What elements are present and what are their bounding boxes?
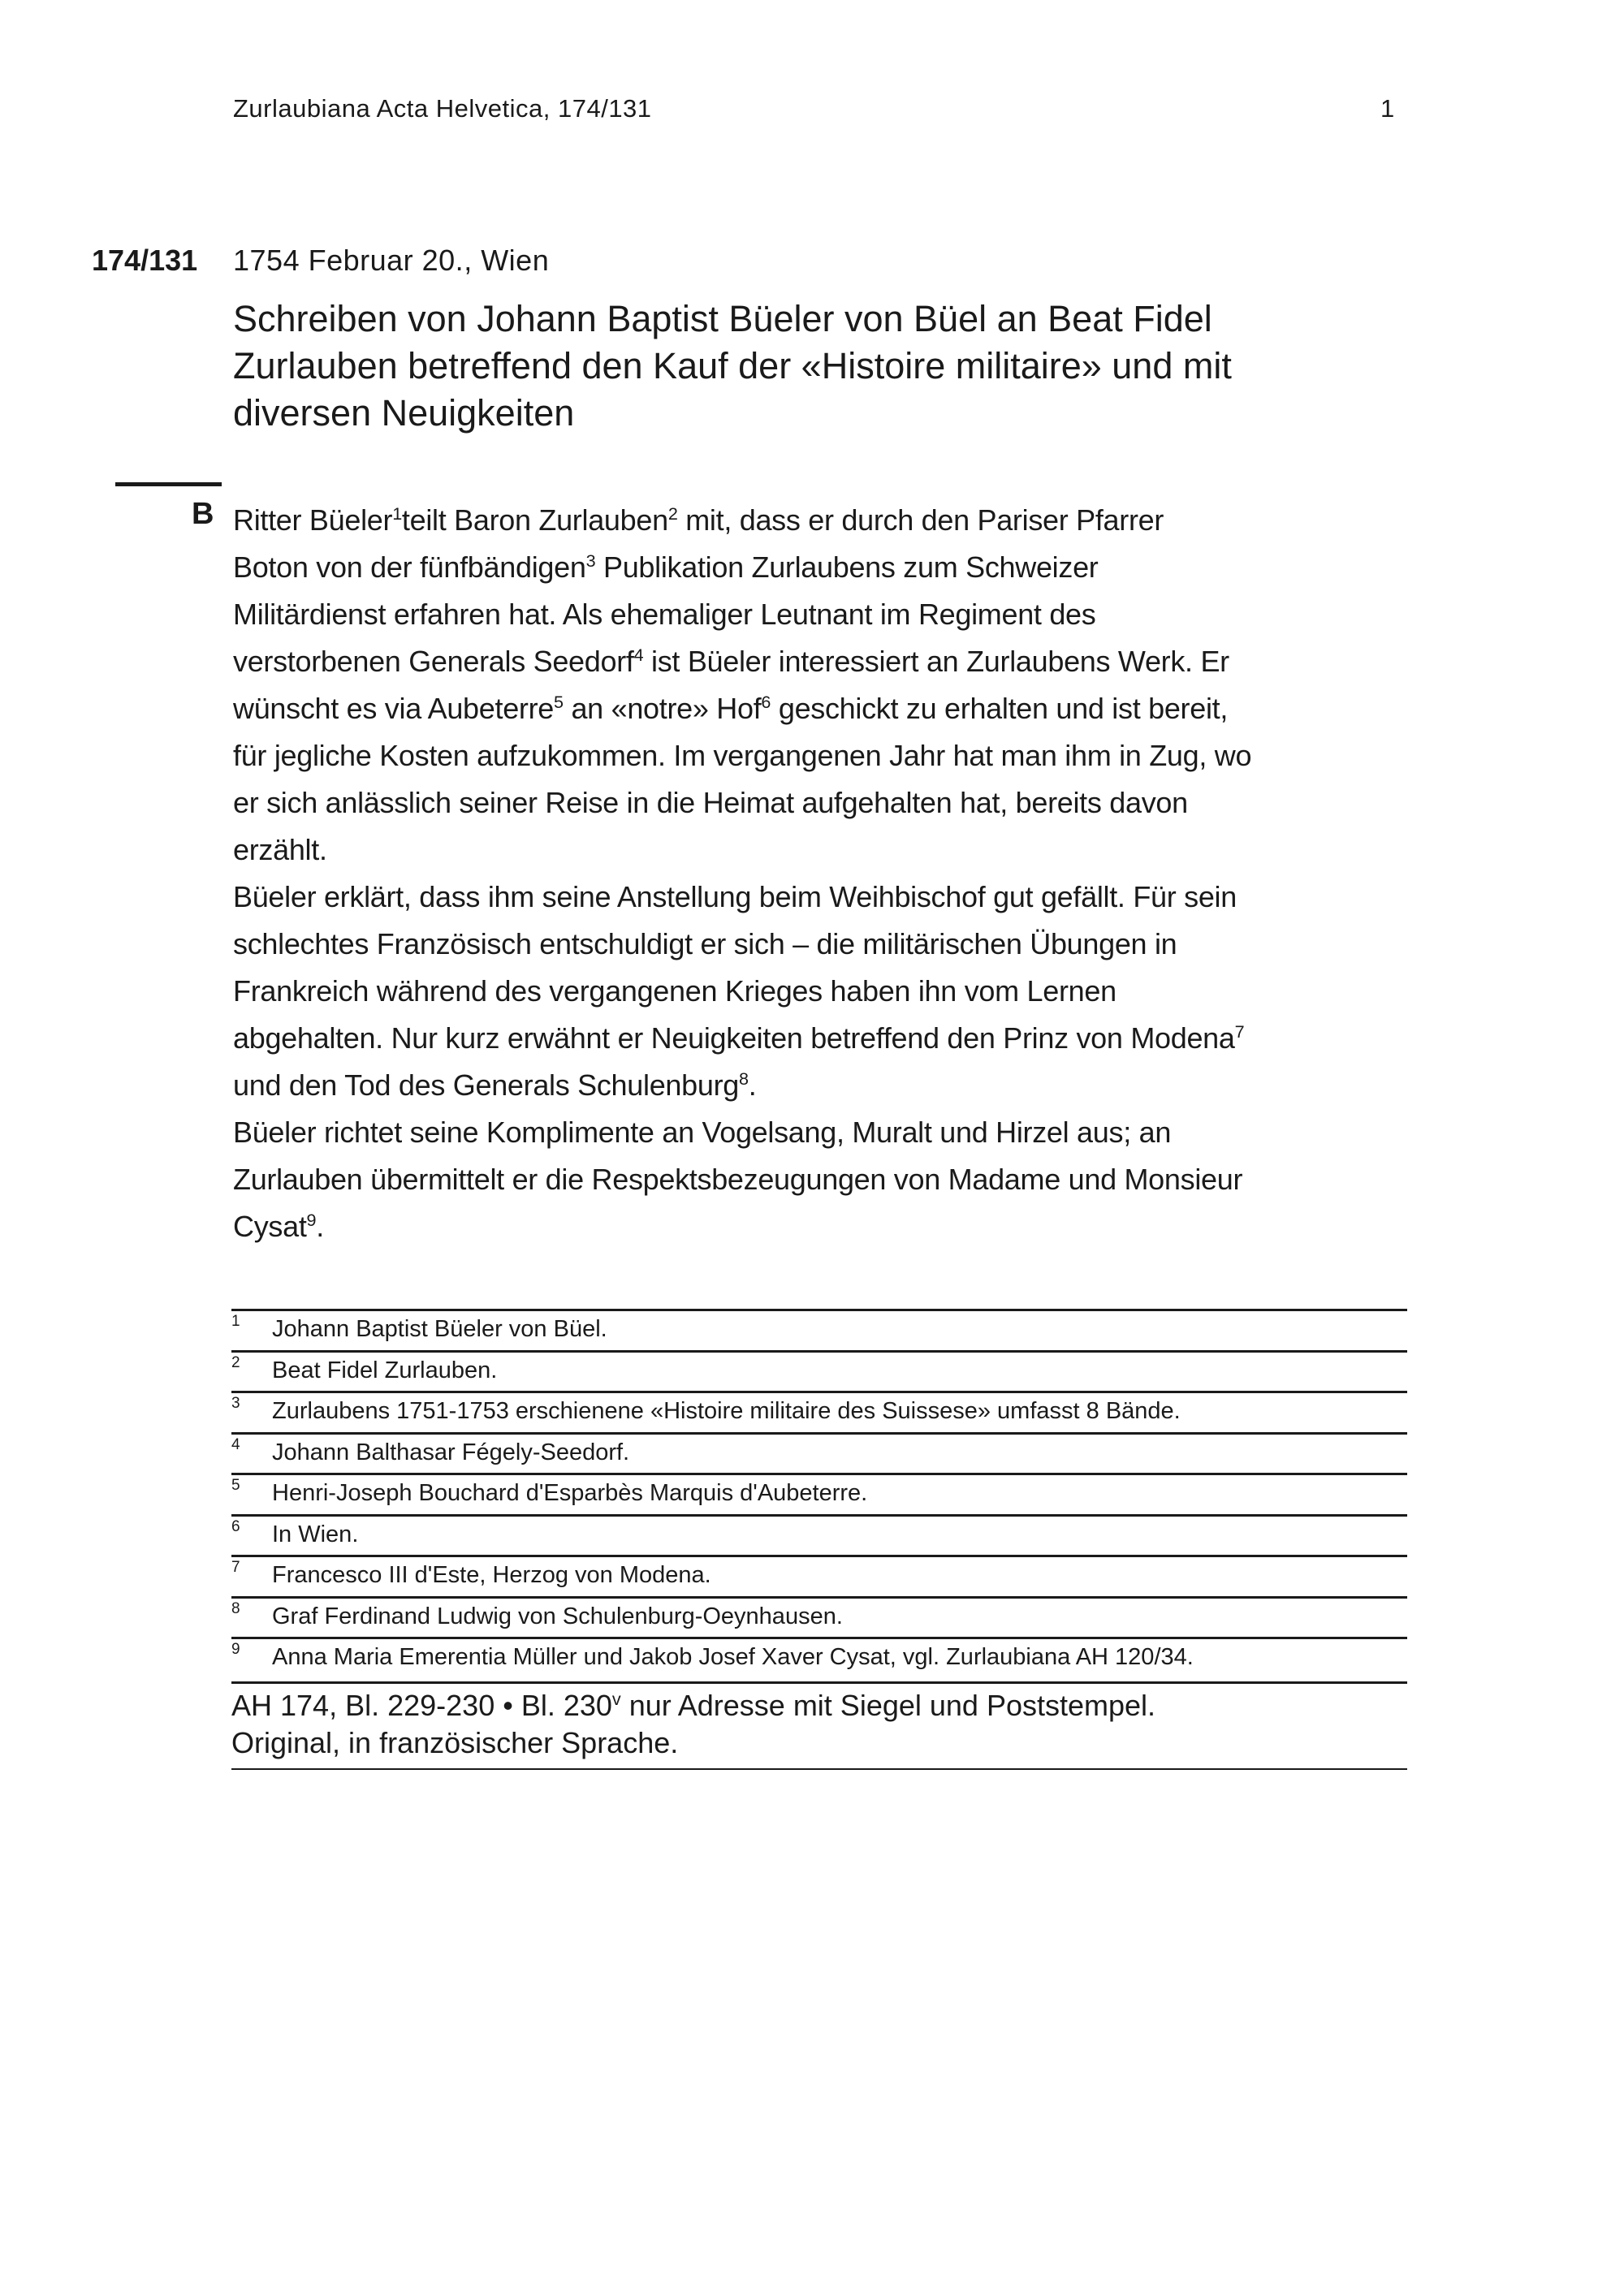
body-text: Zurlauben übermittelt er die Respektsbezeugungen von Madame und Monsieur: [233, 1163, 1243, 1196]
footnote-ref: 3: [585, 550, 596, 571]
body-line: [233, 591, 1251, 638]
footnote-number: 6: [231, 1517, 240, 1535]
body-text: Publikation Zurlaubens zum Schweizer: [595, 550, 1099, 584]
footnote-number: 4: [231, 1435, 240, 1453]
body-line: [233, 1109, 1251, 1156]
body-text: teilt Baron Zurlauben: [401, 503, 668, 537]
footnote-number: 3: [231, 1395, 240, 1412]
body-text: schlechtes Französisch entschuldigt er sich – die militärischen Übungen in: [233, 927, 1177, 960]
body-line: [233, 685, 1251, 732]
body-text: Cysat: [233, 1210, 307, 1243]
title-line: Schreiben von Johann Baptist Büeler von Büel an Beat Fidel: [233, 298, 1212, 339]
entry-date: 1754 Februar 20., Wien: [233, 244, 550, 277]
source-line-1: [231, 1687, 1407, 1724]
source-description: nur Adresse mit Siegel und Poststempel.: [620, 1689, 1156, 1722]
footnotes: [231, 1309, 1407, 1678]
document-type-letter: B: [192, 497, 214, 531]
footnote-ref: 1: [392, 503, 402, 524]
footnote: [231, 1473, 1407, 1514]
body-text: Ritter Büeler: [233, 503, 393, 537]
source-shelfmark: AH 174, Bl. 229-230 • Bl. 230: [231, 1689, 612, 1722]
footnote: [231, 1391, 1407, 1432]
entry-number: 174/131: [92, 244, 198, 277]
footnote-text: Graf Ferdinand Ludwig von Schulenburg-Oeynhausen.: [272, 1603, 843, 1629]
body-text: verstorbenen Generals Seedorf: [233, 645, 634, 678]
footnote-text: In Wien.: [272, 1521, 359, 1547]
footnote-number: 2: [231, 1353, 240, 1371]
footnote-ref: 7: [1234, 1021, 1245, 1042]
footnote: [231, 1432, 1407, 1474]
body-line: [233, 1015, 1251, 1062]
footnote-number: 9: [231, 1641, 240, 1658]
body-text: Boton von der fünfbändigen: [233, 550, 586, 584]
body-line: [233, 732, 1251, 779]
source-note: [231, 1681, 1407, 1770]
footnote-ref: 9: [306, 1210, 317, 1230]
body-text: Militärdienst erfahren hat. Als ehemaliger Leutnant im Regiment des: [233, 598, 1096, 631]
body-text: an «notre» Hof: [563, 692, 762, 725]
footnote-number: 5: [231, 1477, 240, 1494]
footnote-ref: 8: [739, 1068, 749, 1089]
body-line: [233, 874, 1251, 921]
footnote-text: Johann Baptist Büeler von Büel.: [272, 1316, 607, 1342]
footnote-text: Francesco III d'Este, Herzog von Modena.: [272, 1562, 711, 1588]
section-divider: [115, 482, 222, 486]
footnote: [231, 1350, 1407, 1392]
footnote-number: 1: [231, 1313, 240, 1330]
body-line: [233, 779, 1251, 826]
footnote-ref: 2: [667, 503, 678, 524]
body-text: .: [316, 1210, 324, 1243]
body-line: [233, 1062, 1251, 1109]
body-line: [233, 826, 1251, 874]
body-text: ist Büeler interessiert an Zurlaubens Werk. Er: [643, 645, 1229, 678]
body-line: [233, 1203, 1251, 1250]
footnote-ref: 6: [761, 692, 771, 712]
body-text: mit, dass er durch den Pariser Pfarrer: [677, 503, 1164, 537]
body-text: wünscht es via Aubeterre: [233, 692, 555, 725]
footnote-text: Beat Fidel Zurlauben.: [272, 1357, 498, 1383]
body-line: [233, 544, 1251, 591]
footnote: [231, 1309, 1407, 1350]
verso-mark: v: [611, 1689, 621, 1709]
summary-body: [233, 497, 1251, 1250]
body-line: [233, 968, 1251, 1015]
body-text: er sich anlässlich seiner Reise in die Heimat aufgehalten hat, bereits davon: [233, 786, 1188, 819]
entry-title: [233, 296, 1410, 437]
body-text: erzählt.: [233, 833, 327, 866]
title-line: Zurlauben betreffend den Kauf der «Histoire militaire» und mit: [233, 345, 1232, 386]
source-line-2: Original, in französischer Sprache.: [231, 1726, 679, 1759]
body-text: Büeler richtet seine Komplimente an Vogelsang, Muralt und Hirzel aus; an: [233, 1116, 1172, 1149]
running-header: Zurlaubiana Acta Helvetica, 174/131: [233, 94, 652, 123]
footnote-number: 8: [231, 1599, 240, 1617]
footnote-number: 7: [231, 1559, 240, 1576]
body-text: .: [748, 1068, 757, 1102]
footnote-text: Johann Balthasar Fégely-Seedorf.: [272, 1439, 630, 1465]
footnote-text: Zurlaubens 1751-1753 erschienene «Histoire militaire des Suissese» umfasst 8 Bände.: [272, 1398, 1181, 1424]
page-number: 1: [1380, 94, 1395, 123]
footnote: [231, 1555, 1407, 1596]
body-line: [233, 1156, 1251, 1203]
title-line: diversen Neuigkeiten: [233, 392, 575, 434]
body-line: [233, 497, 1251, 544]
body-text: und den Tod des Generals Schulenburg: [233, 1068, 739, 1102]
body-line: [233, 638, 1251, 685]
body-text: geschickt zu erhalten und ist bereit,: [771, 692, 1229, 725]
body-text: Frankreich während des vergangenen Krieges haben ihn vom Lernen: [233, 974, 1116, 1008]
footnote-ref: 5: [554, 692, 564, 712]
body-line: [233, 921, 1251, 968]
footnote-ref: 4: [633, 645, 644, 665]
body-text: abgehalten. Nur kurz erwähnt er Neuigkeiten betreffend den Prinz von Modena: [233, 1021, 1235, 1055]
footnote-text: Anna Maria Emerentia Müller und Jakob Josef Xaver Cysat, vgl. Zurlaubiana AH 120/34.: [272, 1644, 1194, 1670]
footnote: [231, 1637, 1407, 1678]
body-text: für jegliche Kosten aufzukommen. Im vergangenen Jahr hat man ihm in Zug, wo: [233, 739, 1252, 772]
footnote-text: Henri-Joseph Bouchard d'Esparbès Marquis d'Aubeterre.: [272, 1480, 868, 1506]
footnote: [231, 1514, 1407, 1556]
body-text: Büeler erklärt, dass ihm seine Anstellung beim Weihbischof gut gefällt. Für sein: [233, 880, 1237, 913]
footnote: [231, 1596, 1407, 1638]
